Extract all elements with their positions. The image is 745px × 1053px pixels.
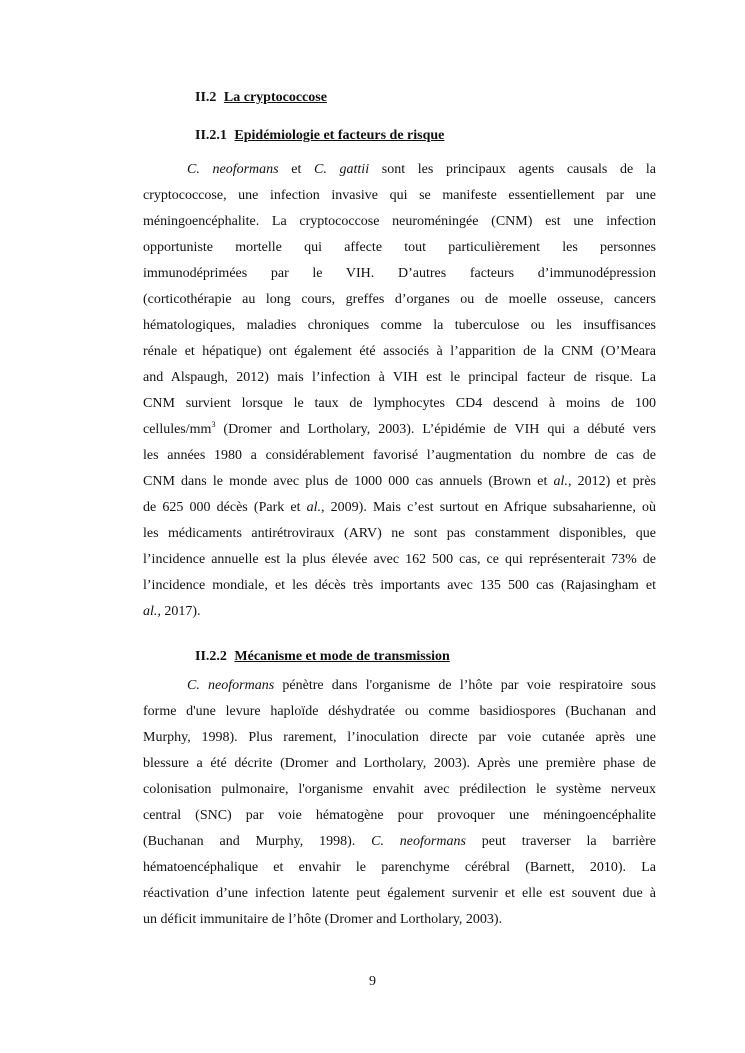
subsection-number: II.2.1	[195, 128, 227, 143]
section-title: La cryptococcose	[223, 90, 327, 105]
section-heading	[195, 89, 327, 107]
text-line: C. neoformans pénètre dans l'organisme de l’hôte par voie respiratoire sous	[187, 678, 656, 693]
text-line: les médicaments antirétroviraux (ARV) ne sont pas constamment disponibles, que	[143, 526, 656, 541]
species-name: C. gattii	[314, 162, 370, 177]
text-line: central (SNC) par voie hématogène pour provoquer une méningoencéphalite	[143, 808, 656, 823]
text-line: l’incidence annuelle est la plus élevée avec 162 500 cas, ce qui représenterait 73% de	[143, 552, 656, 567]
text-line: blessure a été décrite (Dromer and Lortholary, 2003). Après une première phase de	[143, 756, 656, 771]
page-number: 9	[369, 974, 376, 989]
text-line: rénale et hépatique) ont également été associés à l’apparition de la CNM (O’Meara	[143, 344, 656, 359]
text-line: C. neoformans et C. gattii sont les principaux agents causals de la	[187, 162, 656, 177]
text-line: opportuniste mortelle qui affecte tout particulièrement les personnes	[143, 240, 656, 255]
superscript: 3	[211, 420, 216, 429]
text-line: cellules/$mm^3$ (Dromer and Lortholary, 2003). L’épidémie de VIH qui a débuté vers	[143, 420, 656, 437]
subsection-title: Epidémiologie et facteurs de risque	[234, 128, 445, 143]
text-line: colonisation pulmonaire, l'organisme envahit avec prédilection le système nerveux	[143, 782, 656, 797]
species-name: C. neoformans	[371, 834, 466, 849]
text-line: Murphy, 1998). Plus rarement, l’inoculation directe par voie cutanée après une	[143, 730, 656, 745]
species-name: C. neoformans	[187, 162, 279, 177]
text-line: cryptococcose, une infection invasive qui se manifeste essentiellement par une	[143, 188, 656, 203]
text-line: méningoencéphalite. La cryptococcose neuroméningée (CNM) est une infection	[143, 214, 656, 229]
text-line: (Buchanan and Murphy, 1998). C. neoformans peut traverser la barrière	[143, 834, 656, 849]
text-line: CNM dans le monde avec plus de 1000 000 cas annuels (Brown et al., 2012) et près	[143, 474, 657, 489]
citation-etal: al.	[553, 474, 568, 489]
text-line: forme d'une levure haploïde déshydratée ou comme basidiospores (Buchanan and	[143, 704, 656, 719]
subsection-title: Mécanisme et mode de transmission	[234, 649, 450, 664]
subsection-number: II.2.2	[195, 649, 227, 664]
text-line: al., 2017).	[143, 604, 201, 619]
section-number: II.2	[195, 90, 217, 105]
text-line: les années 1980 a considérablement favorisé l’augmentation du nombre de cas de	[143, 448, 656, 463]
text-line: hématoencéphalique et envahir le parenchyme cérébral (Barnett, 2010). La	[143, 860, 656, 875]
text-line: hématologiques, maladies chroniques comme la tuberculose ou les insuffisances	[143, 318, 656, 333]
subsection-heading-epidemiology	[195, 127, 444, 145]
text-line: l’incidence mondiale, et les décès très importants avec 135 500 cas (Rajasingham et	[143, 578, 656, 593]
text-line: immunodéprimées par le VIH. D’autres facteurs d’immunodépression	[143, 266, 656, 281]
text-line: un déficit immunitaire de l’hôte (Dromer and Lortholary, 2003).	[143, 912, 503, 927]
text-line: CNM survient lorsque le taux de lymphocytes CD4 descend à moins de 100	[143, 396, 656, 411]
subsection-heading-transmission	[195, 648, 450, 666]
species-name: C. neoformans	[187, 678, 275, 693]
citation-etal: al.,	[306, 500, 325, 515]
citation-etal: al.,	[143, 604, 161, 619]
text-line: and Alspaugh, 2012) mais l’infection à VIH est le principal facteur de risque. La	[143, 370, 656, 385]
text-line: réactivation d’une infection latente peut également survenir et elle est souvent due à	[143, 886, 656, 901]
text-line: (corticothérapie au long cours, greffes d’organes ou de moelle osseuse, cancers	[143, 292, 656, 307]
text-line: de 625 000 décès (Park et al., 2009). Mais c’est surtout en Afrique subsaharienne, où	[143, 500, 656, 515]
